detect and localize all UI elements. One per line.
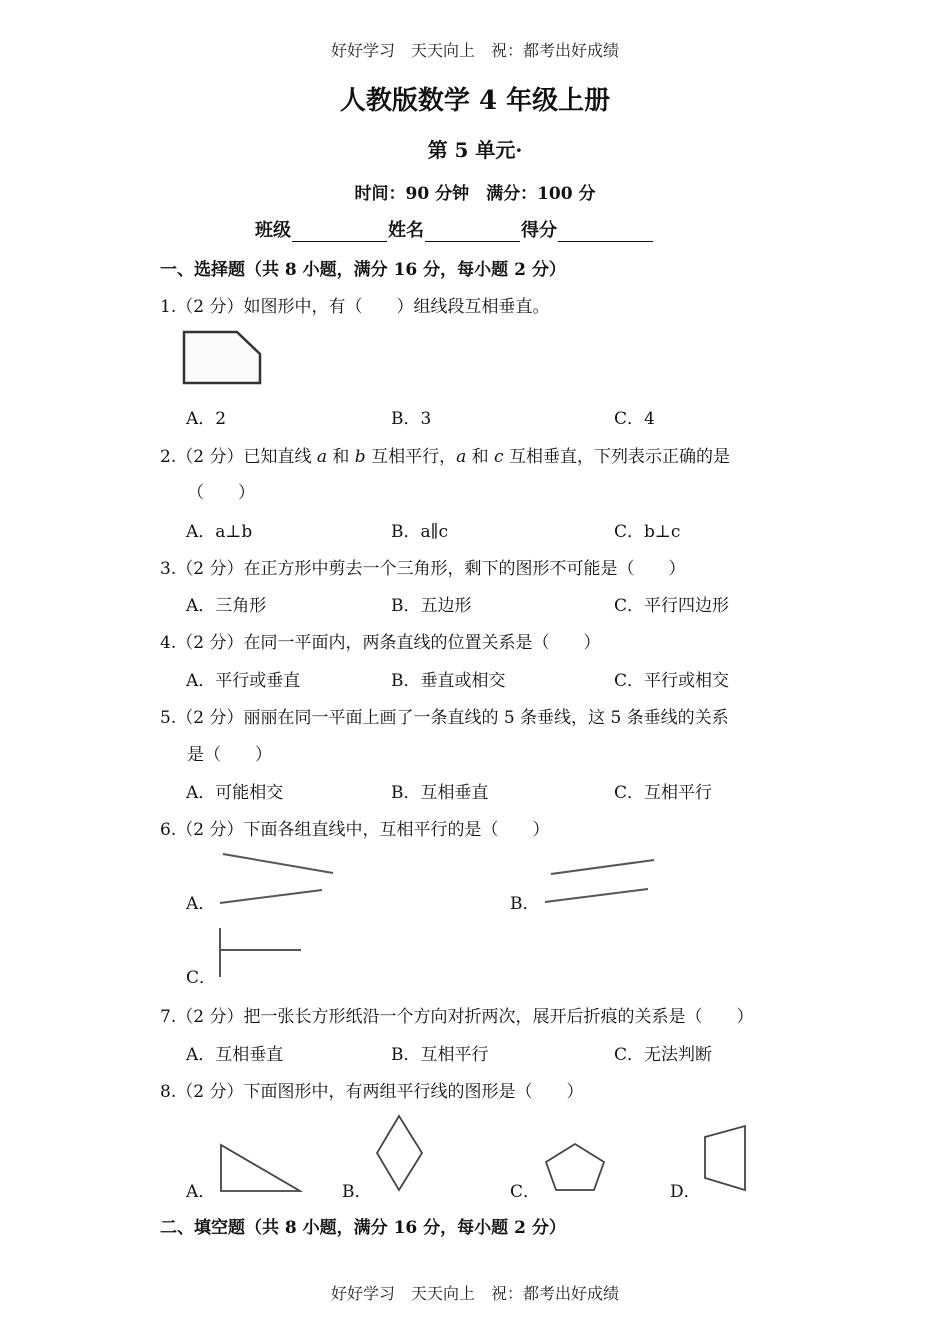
q8-option-d[interactable]: D． — [670, 1182, 701, 1202]
question-3: 3.（2 分）在正方形中剪去一个三角形，剩下的图形不可能是（ ） — [160, 559, 686, 579]
question-1: 1.（2 分）如图形中，有（ ）组线段互相垂直。 — [160, 297, 550, 317]
question-8: 8.（2 分）下面图形中，有两组平行线的图形是（ ） — [160, 1082, 584, 1102]
question-2: 2.（2 分）已知直线 a 和 b 互相平行，a 和 c 互相垂直，下列表示正确的是 — [160, 447, 730, 467]
name-label: 姓名 — [388, 220, 424, 241]
q6-figure-c-lines — [214, 925, 306, 980]
q1-pentagon-figure — [180, 328, 266, 388]
question-5-cont: 是（ ） — [187, 745, 272, 765]
q2-option-c[interactable]: C．b⊥c — [614, 522, 681, 542]
q1-option-c[interactable]: C．4 — [614, 409, 655, 429]
section-choice-heading: 一、选择题（共 8 小题，满分 16 分，每小题 2 分） — [160, 260, 566, 280]
q7-option-b[interactable]: B．互相平行 — [391, 1045, 489, 1065]
q6-option-b[interactable]: B． — [510, 894, 540, 914]
q3-option-b[interactable]: B．五边形 — [391, 596, 472, 616]
q8-figure-c-pentagon — [541, 1140, 609, 1194]
q4-option-c[interactable]: C．平行或相交 — [614, 671, 730, 691]
page-subtitle: 第 5 单元· — [427, 138, 523, 162]
q5-option-c[interactable]: C．互相平行 — [614, 783, 713, 803]
q6-option-a[interactable]: A． — [186, 894, 216, 914]
question-4: 4.（2 分）在同一平面内，两条直线的位置关系是（ ） — [160, 633, 601, 653]
page-footer: 好好学习 天天向上 祝：都考出好成绩 — [330, 1284, 619, 1303]
class-blank[interactable] — [292, 223, 387, 242]
section-fill-heading: 二、填空题（共 8 小题，满分 16 分，每小题 2 分） — [160, 1218, 566, 1238]
q8-option-c[interactable]: C． — [510, 1182, 541, 1202]
q6-figure-b-lines — [540, 855, 660, 907]
q5-option-a[interactable]: A．可能相交 — [186, 783, 284, 803]
q7-option-a[interactable]: A．互相垂直 — [186, 1045, 284, 1065]
page-title: 人教版数学 4 年级上册 — [339, 86, 611, 116]
score-blank[interactable] — [558, 223, 653, 242]
q3-option-a[interactable]: A．三角形 — [186, 596, 267, 616]
q4-option-a[interactable]: A．平行或垂直 — [186, 671, 301, 691]
q1-option-b[interactable]: B．3 — [391, 409, 432, 429]
question-7: 7.（2 分）把一张长方形纸沿一个方向对折两次，展开后折痕的关系是（ ） — [160, 1007, 754, 1027]
q8-figure-a-triangle — [215, 1140, 305, 1195]
class-label: 班级 — [255, 220, 291, 241]
q8-figure-d-trapezoid — [700, 1122, 752, 1194]
q8-figure-b-rhombus — [372, 1112, 426, 1194]
q1-option-a[interactable]: A．2 — [186, 409, 227, 429]
page-header: 好好学习 天天向上 祝：都考出好成绩 — [330, 41, 619, 60]
question-6: 6.（2 分）下面各组直线中，互相平行的是（ ） — [160, 820, 550, 840]
question-5: 5.（2 分）丽丽在同一平面上画了一条直线的 5 条垂线，这 5 条垂线的关系 — [160, 708, 729, 728]
q5-option-b[interactable]: B．互相垂直 — [391, 783, 489, 803]
question-2-cont: （ ） — [187, 483, 255, 503]
q8-option-b[interactable]: B． — [342, 1182, 372, 1202]
student-info-line — [255, 216, 654, 242]
q8-option-a[interactable]: A． — [186, 1182, 216, 1202]
q4-option-b[interactable]: B．垂直或相交 — [391, 671, 506, 691]
name-blank[interactable] — [425, 223, 520, 242]
score-label: 得分 — [521, 220, 557, 241]
q6-figure-a-lines — [215, 850, 340, 908]
q3-option-c[interactable]: C．平行四边形 — [614, 596, 730, 616]
time-score-info: 时间：90 分钟 满分：100 分 — [354, 184, 596, 204]
q2-option-b[interactable]: B．a∥c — [391, 522, 449, 542]
q7-option-c[interactable]: C．无法判断 — [614, 1045, 713, 1065]
q6-option-c[interactable]: C． — [186, 968, 217, 988]
q2-option-a[interactable]: A．a⊥b — [186, 522, 253, 542]
